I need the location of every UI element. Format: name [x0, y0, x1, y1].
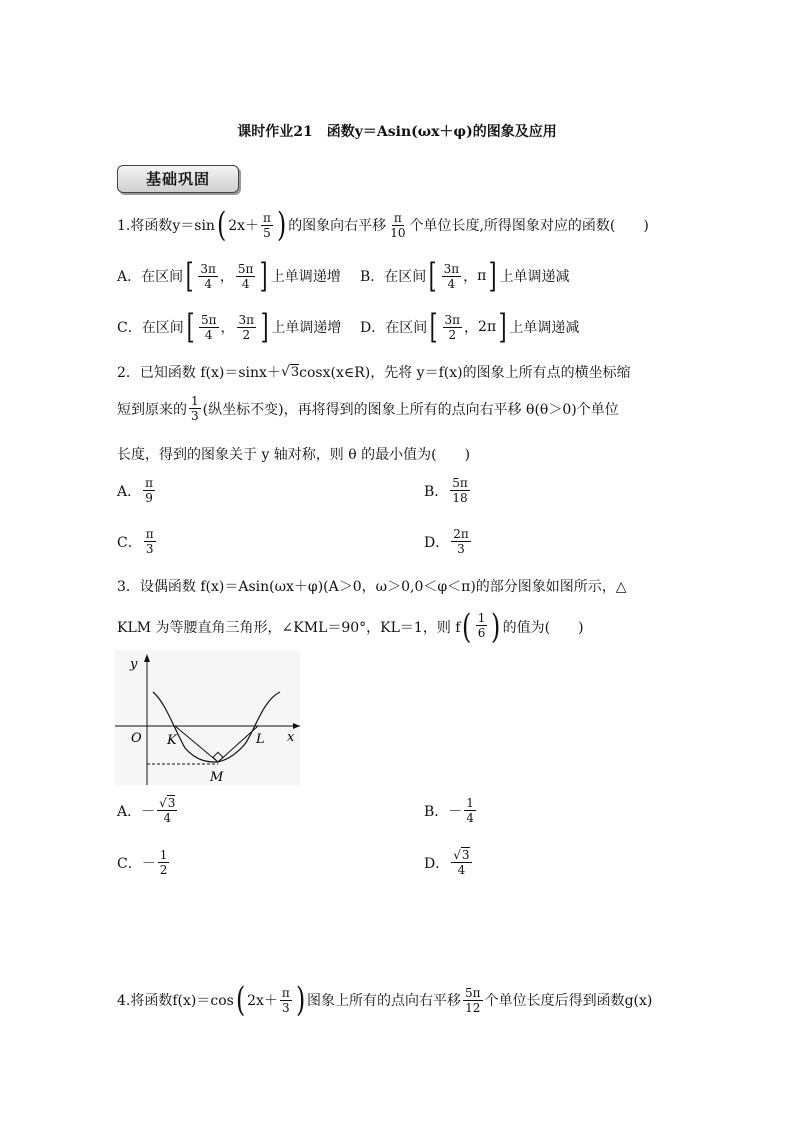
y-label: y	[130, 657, 138, 672]
q3-option-b: B． － $\frac{1}{4}$	[424, 796, 474, 825]
q1-option-c: C．在区间 [ $\frac{5\pi}{4}$ ， $\frac{3\pi}{2}$ ] 上单调递增	[117, 307, 342, 347]
graph-background	[115, 650, 300, 785]
q1-stem: 1.将函数y＝sin ( 2x＋ $\frac{\pi}{5}$ ) 的图象向右平移 $\frac{\pi}{10}$ 个单位长度,所得图象对应的函数( )	[117, 205, 649, 245]
q2-option-b: B． $\frac{5\pi}{18}$	[424, 476, 468, 505]
q2-line-2: 短到原来的 $\frac{1}{3}$ (纵坐标不变)，再将得到的图象上所有的点向右平移 θ(θ＞0)个单位	[117, 394, 619, 423]
q3-option-c: C． － $\frac{1}{2}$	[117, 848, 168, 877]
q2-option-c: C． $\frac{\pi}{3}$	[117, 527, 154, 556]
q1-option-d: D．在区间 [ $\frac{3\pi}{2}$ ， 2π ] 上单调递减	[360, 307, 580, 347]
section-badge: 基础巩固	[117, 165, 239, 193]
q3-line-1: 3．设偶函数 f(x)＝Asin(ωx＋φ)(A＞0，ω＞0,0＜φ＜π)的部分图象如图所示，△	[117, 579, 627, 595]
q1-option-b: B．在区间 [ $\frac{3\pi}{4}$ ， π ] 上单调递减	[360, 256, 570, 296]
q3-option-a: A． － $\frac{√3}{4}$	[117, 796, 176, 825]
x-label: x	[287, 730, 295, 745]
q1-option-a: A．在区间 [ $\frac{3\pi}{4}$ ， $\frac{5\pi}{4}$ ] 上单调递增	[117, 256, 341, 296]
page-title: 课时作业21 函数y＝Asin(ωx＋φ)的图象及应用	[237, 124, 557, 140]
q4-stem: 4.将函数f(x)＝cos ( 2x＋ $\frac{\pi}{3}$ ) 图象上所有的点向右平移 $\frac{5\pi}{12}$ 个单位长度后得到函数g(x)	[117, 980, 653, 1020]
k-label: K	[167, 733, 177, 748]
origin-label: O	[131, 731, 142, 746]
q3-option-d: D． $\frac{√3}{4}$	[424, 848, 470, 877]
m-label: M	[210, 770, 224, 785]
q2-line-1: 2．已知函数 f(x)＝sinx＋ √ 3 cosx(x∈R)，先将 y＝f(x)的图象上所有点的横坐标缩	[117, 364, 631, 381]
q2-option-a: A． $\frac{\pi}{9}$	[117, 476, 154, 505]
q3-line-2: KLM 为等腰直角三角形，∠KML＝90°，KL＝1，则 f ( $\frac{1}{6}$ ) 的值为( )	[117, 607, 584, 647]
l-label: L	[256, 732, 265, 747]
q3-graph	[115, 650, 305, 785]
q2-option-d: D． $\frac{2\pi}{3}$	[424, 527, 469, 556]
q2-line-3: 长度，得到的图象关于 y 轴对称，则 θ 的最小值为( )	[117, 447, 471, 463]
